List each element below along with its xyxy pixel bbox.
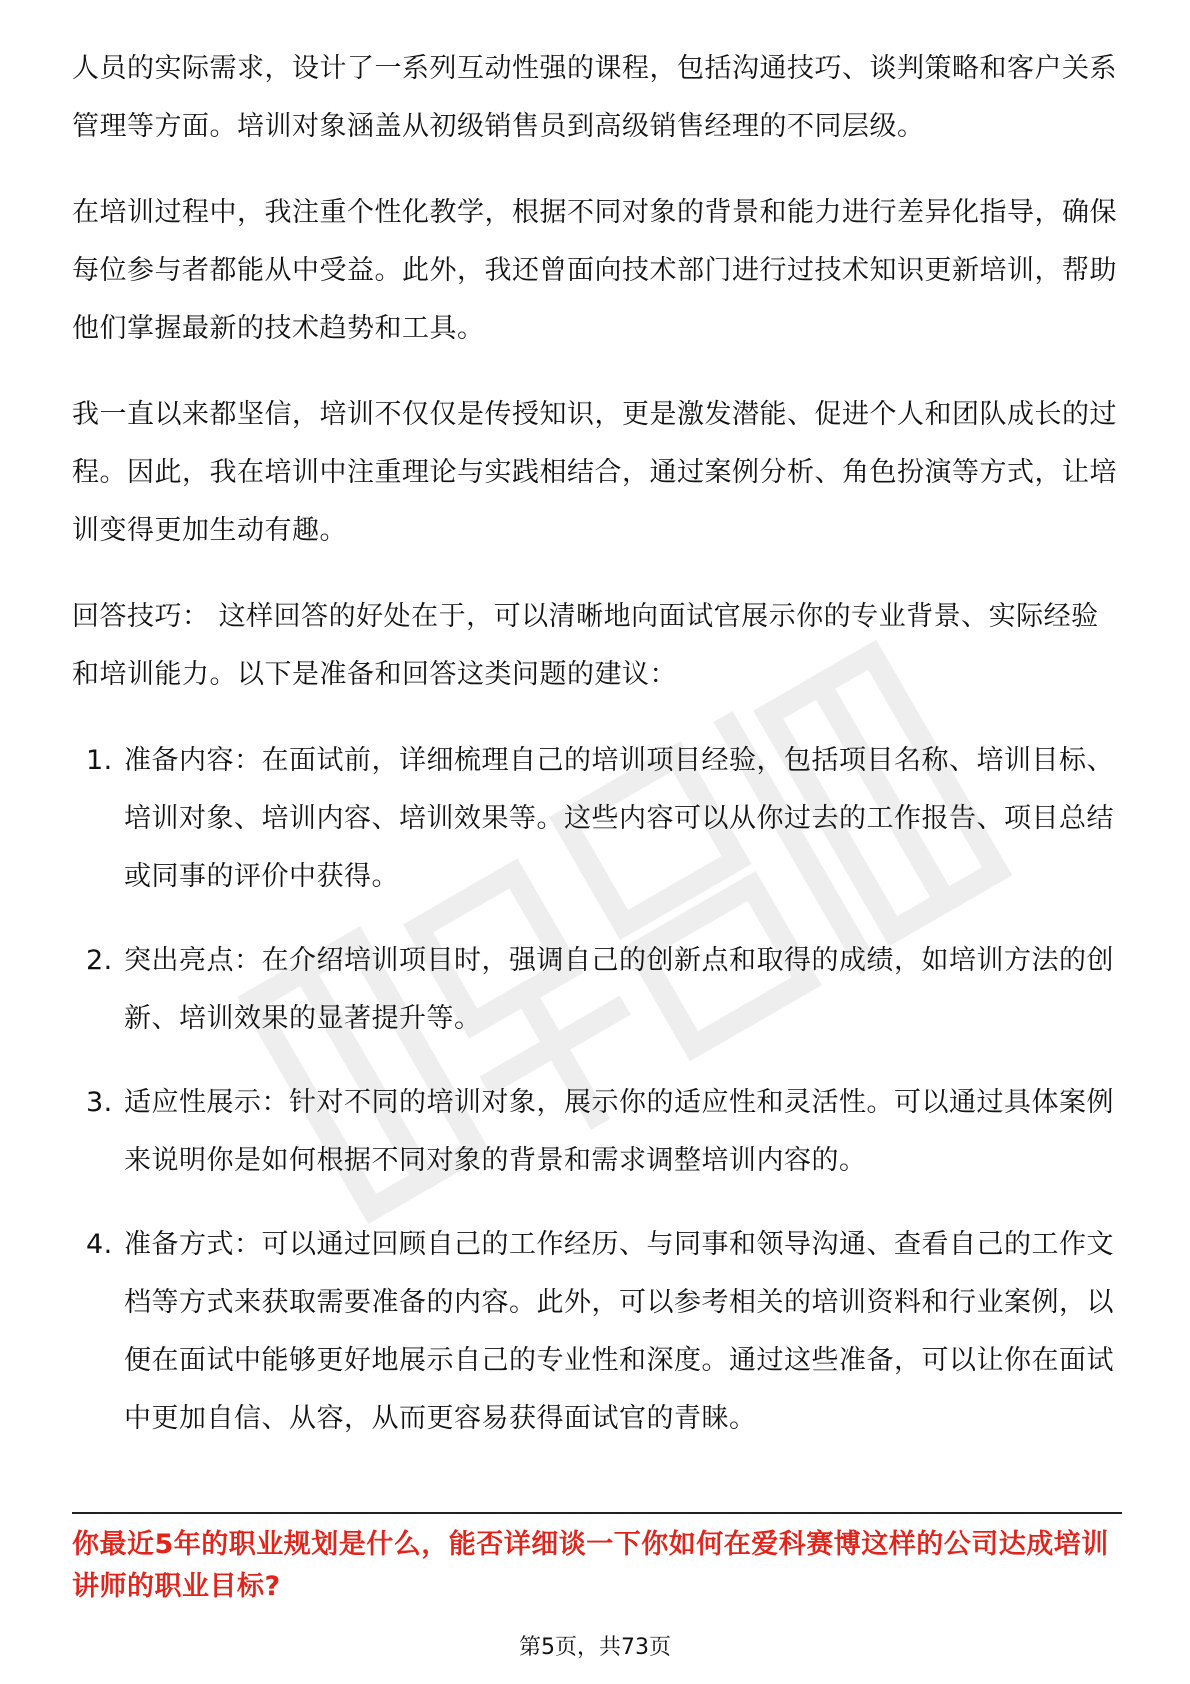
list-item-text: 准备内容：在面试前，详细梳理自己的培训项目经验，包括项目名称、培训目标、培训对象、培训内容、培训效果等。这些内容可以从你过去的工作报告、项目总结或同事的评价中获得。: [124, 745, 1114, 892]
paragraph-2: 在培训过程中，我注重个性化教学，根据不同对象的背景和能力进行差异化指导，确保每位参与者都能从中受益。此外，我还曾面向技术部门进行过技术知识更新培训，帮助他们掌握最新的技术趋势和工具。: [72, 197, 1117, 344]
question-heading: 你最近5年的职业规划是什么，能否详细谈一下你如何在爱科赛博这样的公司达成培训讲师的职业目标?: [72, 1529, 1109, 1602]
document-body: [72, 40, 1122, 1474]
list-item-text: 突出亮点：在介绍培训项目时，强调自己的创新点和取得的成绩，如培训方法的创新、培训效果的显著提升等。: [124, 945, 1114, 1034]
list-number: 3.: [86, 1087, 113, 1118]
list-item: [72, 1216, 1122, 1448]
list-item: [72, 932, 1122, 1048]
section-divider: [72, 1512, 1122, 1514]
tips-list: [72, 732, 1122, 1448]
list-number: 1.: [86, 745, 113, 776]
page-footer: 第5页，共73页: [519, 1635, 671, 1660]
paragraph-1: 人员的实际需求，设计了一系列互动性强的课程，包括沟通技巧、谈判策略和客户关系管理等方面。培训对象涵盖从初级销售员到高级销售经理的不同层级。: [72, 53, 1117, 142]
tips-paragraph: [72, 588, 1122, 704]
list-number: 4.: [86, 1229, 113, 1260]
tips-text: 这样回答的好处在于，可以清晰地向面试官展示你的专业背景、实际经验和培训能力。以下是准备和回答这类问题的建议：: [72, 601, 1099, 690]
list-item-text: 准备方式：可以通过回顾自己的工作经历、与同事和领导沟通、查看自己的工作文档等方式来获取需要准备的内容。此外，可以参考相关的培训资料和行业案例，以便在面试中能够更好地展示自己的专业性和深度。通过这些准备，可以让你在面试中更加自信、从容，从而更容易获得面试官的青睐。: [124, 1229, 1114, 1434]
list-number: 2.: [86, 945, 113, 976]
list-item-text: 适应性展示：针对不同的培训对象，展示你的适应性和灵活性。可以通过具体案例来说明你是如何根据不同对象的背景和需求调整培训内容的。: [124, 1087, 1114, 1176]
tips-title: 回答技巧：: [72, 601, 210, 632]
list-item: [72, 732, 1122, 906]
list-item: [72, 1074, 1122, 1190]
paragraph-3: 我一直以来都坚信，培训不仅仅是传授知识，更是激发潜能、促进个人和团队成长的过程。因此，我在培训中注重理论与实践相结合，通过案例分析、角色扮演等方式，让培训变得更加生动有趣。: [72, 399, 1117, 546]
